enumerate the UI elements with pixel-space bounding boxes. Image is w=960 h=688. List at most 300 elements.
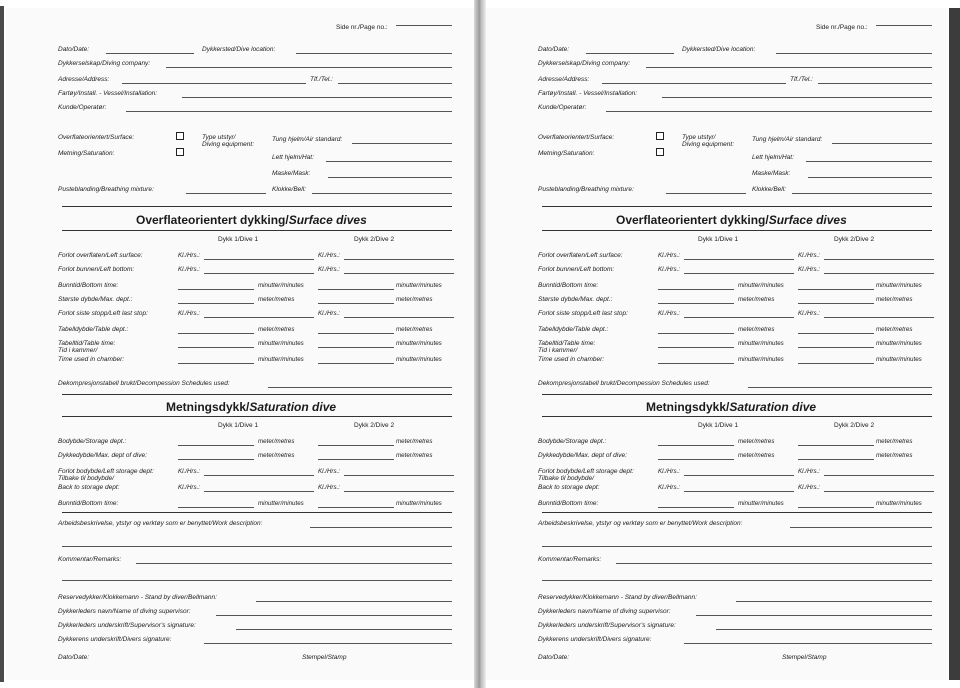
bottom-time-sat-line1[interactable] [658,507,734,508]
work-line-2[interactable] [62,546,452,547]
bottom-time-line2[interactable] [318,289,394,290]
max-depth-line1[interactable] [178,303,254,304]
diver-signature-label: Dykkerens underskrift/Divers signature: [58,636,172,643]
breathing-mixture-line[interactable] [186,193,266,194]
vessel-label: Fartøy/Install. - Vessel/Installation: [538,90,638,97]
time-chamber-label: Time used in chamber: [58,356,125,363]
table-depth-line1[interactable] [658,333,734,334]
supervisor-name-label: Dykkerleders navn/Name of diving supervisor: [538,608,671,615]
table-depth-unit1: meter/metres [738,326,775,333]
mask-line[interactable] [808,177,932,178]
left-last-stop-row [486,308,946,319]
type-equipment-2: Diving equipment: [202,141,255,148]
work-description-label: Arbeidsbeskrivelse, ytstyr og verktøy som er benyttet/Work description: [58,520,263,527]
left-surface-label: Forlot overflaten/Left surface: [538,252,623,259]
diver-signature-line[interactable] [204,643,452,644]
time-chamber-line1[interactable] [658,363,734,364]
surface-dives-title-eng: Surface dives [288,213,367,227]
standby-label: Reservedykker/Klokkemann - Stand by diver/Bellmann: [58,594,217,601]
dive-location-line[interactable] [296,53,452,54]
rule-1 [62,206,452,207]
bottom-time-line2[interactable] [798,289,874,290]
max-depth-dive-line2[interactable] [318,459,394,460]
work-description-line[interactable] [310,527,452,528]
rule-5 [542,512,932,513]
max-depth-label: Største dybde/Max. dept.: [538,296,613,303]
address-label: Adresse/Address: [58,76,110,83]
diving-company-line[interactable] [166,67,452,68]
table-time-label: Tabelltid/Table time: [58,340,116,347]
table-depth-label: Tabelldybde/Table dept.: [538,326,609,333]
address-row [486,74,946,85]
bottom-time-sat-unit2: minutter/minutes [396,500,442,507]
rule-3 [542,394,932,395]
stamp-label: Stempel/Stamp [782,654,827,661]
left-bottom-row [486,264,946,275]
left-bottom-label: Forlot bunnen/Left bottom: [538,266,615,273]
tel-label: Tlf./Tel.: [790,76,813,83]
surface-dives-title-norw: Overflateorientert dykking/ [616,213,769,227]
remarks-row [486,554,946,565]
table-time-line1[interactable] [178,347,254,348]
decompression-label: Dekompresjonstabell brukt/Decompession Schedules used: [58,380,230,387]
back-storage-kl1: Kl./Hrs.: [658,484,681,491]
back-storage-label: Back to storage dept: [538,484,600,491]
bell-line[interactable] [312,193,452,194]
rule-3 [62,394,452,395]
book-edge-left [0,6,4,682]
decompression-label: Dekompresjonstabell brukt/Decompession Schedules used: [538,380,710,387]
time-chamber-line1[interactable] [178,363,254,364]
mask-line[interactable] [328,177,452,178]
standby-row [6,592,466,603]
supervisor-signature-label: Dykkerleders underskrift/Supervisor's signature: [58,622,196,629]
remarks-line-2[interactable] [542,580,932,581]
saturation-title-eng: Saturation dive [249,400,337,414]
operator-label: Kunde/Operatør: [58,104,107,111]
storage-depth-row [6,436,466,447]
max-depth-dive-row [6,450,466,461]
left-bottom-line1[interactable] [684,273,794,274]
supervisor-signature-line[interactable] [716,629,932,630]
max-depth-line2[interactable] [798,303,874,304]
operator-row [6,102,466,113]
date-row [6,44,466,55]
operator-line[interactable] [606,111,932,112]
breathing-mixture-label: Pusteblanding/Breathing mixture: [538,186,634,193]
bottom-time-row [6,280,466,291]
left-surface-row [6,250,466,261]
tel-line[interactable] [818,83,932,84]
back-storage-line1[interactable] [204,491,314,492]
left-storage-depth-kl1: Kl./Hrs.: [178,468,201,475]
max-depth-unit2: meter/metres [396,296,433,303]
storage-depth-line2[interactable] [798,445,874,446]
max-depth-unit2: meter/metres [876,296,913,303]
left-page [6,8,474,680]
bottom-time-sat-row [6,498,466,509]
surface-dives-title-norw: Overflateorientert dykking/ [136,213,289,227]
left-surface-kl2: Kl./Hrs.: [798,252,821,259]
bottom-time-line1[interactable] [178,289,254,290]
address-row [6,74,466,85]
table-time-unit1: minutter/minutes [738,340,784,347]
type-equipment-2: Diving equipment: [682,141,735,148]
table-time-unit2: minutter/minutes [396,340,442,347]
saturation-title-norw: Metningsdykk/ [166,400,250,414]
left-storage-depth-line2[interactable] [344,475,454,476]
time-chamber-unit1: minutter/minutes [258,356,304,363]
page-number-label: Side nr./Page no.: [816,24,868,31]
table-depth-unit1: meter/metres [258,326,295,333]
bottom-time-sat-unit2: minutter/minutes [876,500,922,507]
time-chamber-1: Tid i kammer/ [58,347,98,354]
back-storage-row [486,482,946,493]
supervisor-name-line[interactable] [216,615,452,616]
storage-depth-line1[interactable] [658,445,734,446]
storage-depth-unit1: meter/metres [738,438,775,445]
rule-2 [62,230,452,231]
bottom-time-row [486,280,946,291]
bell-label: Klokke/Bell: [752,186,786,193]
table-time-line2[interactable] [798,347,874,348]
date-line[interactable] [106,53,194,54]
left-bottom-line2[interactable] [824,273,934,274]
table-time-unit1: minutter/minutes [258,340,304,347]
date-row [486,44,946,55]
left-surface-line2[interactable] [344,259,454,260]
standby-label: Reservedykker/Klokkemann - Stand by diver/Bellmann: [538,594,697,601]
left-last-stop-kl1: Kl./Hrs.: [658,310,681,317]
max-depth-unit1: meter/metres [258,296,295,303]
operator-row [486,102,946,113]
dive-location-line[interactable] [776,53,932,54]
left-surface-kl1: Kl./Hrs.: [178,252,201,259]
saturation-label: Metning/Saturation: [538,150,595,157]
address-line[interactable] [122,83,306,84]
left-bottom-label: Forlot bunnen/Left bottom: [58,266,135,273]
air-standard-line[interactable] [832,143,932,144]
date-bottom-label: Dato/Date: [58,654,90,661]
diving-company-line[interactable] [646,67,932,68]
table-time-line2[interactable] [318,347,394,348]
left-storage-depth-kl2: Kl./Hrs.: [798,468,821,475]
table-depth-row [486,324,946,335]
left-storage-depth-label: Forlot bodybde/Left storage dept: [538,468,634,475]
date-line[interactable] [586,53,674,54]
left-bottom-line2[interactable] [344,273,454,274]
left-storage-depth-line1[interactable] [684,475,794,476]
supervisor-name-label: Dykkerleders navn/Name of diving supervisor: [58,608,191,615]
bottom-time-sat-line2[interactable] [798,507,874,508]
bottom-time-sat-line1[interactable] [178,507,254,508]
page-number-line[interactable] [876,25,932,26]
mask-label: Maske/Mask: [752,170,791,177]
surface-dives-title [136,213,367,227]
date-label: Dato/Date: [58,46,90,53]
max-depth-dive-unit1: meter/metres [738,452,775,459]
back-storage-line2[interactable] [344,491,454,492]
time-chamber-line2[interactable] [798,363,874,364]
bottom-time-label: Bunntid/Bottom time: [538,282,599,289]
left-last-stop-kl2: Kl./Hrs.: [798,310,821,317]
tel-label: Tlf./Tel.: [310,76,333,83]
table-time-label: Tabelltid/Table time: [538,340,596,347]
book-gutter [474,0,486,688]
time-chamber-label: Time used in chamber: [538,356,605,363]
remarks-line[interactable] [136,563,452,564]
air-standard-row [6,134,466,145]
back-storage-row [6,482,466,493]
left-bottom-row [6,264,466,275]
max-depth-dive-unit2: meter/metres [396,452,433,459]
left-surface-label: Forlot overflaten/Left surface: [58,252,143,259]
dive-location-label: Dykkersted/Dive location: [202,46,276,53]
rule-1 [542,206,932,207]
table-depth-line2[interactable] [798,333,874,334]
supervisor-signature-line[interactable] [236,629,452,630]
decompression-row [486,378,946,389]
standby-line[interactable] [736,601,932,602]
bottom-time-label: Bunntid/Bottom time: [58,282,119,289]
storage-depth-line1[interactable] [178,445,254,446]
table-depth-unit2: meter/metres [876,326,913,333]
left-last-stop-line1[interactable] [204,317,314,318]
bottom-time-sat-unit1: minutter/minutes [258,500,304,507]
light-hat-line[interactable] [806,161,932,162]
left-last-stop-label: Forlot siste stopp/Left last stop: [538,310,628,317]
remarks-row [6,554,466,565]
left-storage-depth-label: Forlot bodybde/Left storage dept: [58,468,154,475]
left-bottom-line1[interactable] [204,273,314,274]
work-description-label: Arbeidsbeskrivelse, ytstyr og verktøy som er benyttet/Work description: [538,520,743,527]
diver-signature-row [486,634,946,645]
max-depth-row [6,294,466,305]
operator-label: Kunde/Operatør: [538,104,587,111]
vessel-row [486,88,946,99]
left-last-stop-row [6,308,466,319]
storage-depth-line2[interactable] [318,445,394,446]
max-depth-label: Største dybde/Max. dept.: [58,296,133,303]
left-last-stop-label: Forlot siste stopp/Left last stop: [58,310,148,317]
table-depth-line1[interactable] [178,333,254,334]
left-bottom-kl1: Kl./Hrs.: [178,266,201,273]
decompression-line[interactable] [748,387,932,388]
sat-dive2-header: Dykk 2/Dive 2 [354,422,395,429]
light-hat-row [486,152,946,163]
time-chamber-line2[interactable] [318,363,394,364]
work-description-row [6,518,466,529]
back-storage-kl2: Kl./Hrs.: [318,484,341,491]
max-depth-row [486,294,946,305]
left-surface-kl2: Kl./Hrs.: [318,252,341,259]
time-chamber-unit2: minutter/minutes [396,356,442,363]
air-standard-label: Tung hjelm/Air standard: [752,136,823,143]
supervisor-signature-row [486,620,946,631]
left-surface-line1[interactable] [684,259,794,260]
bottom-time-line1[interactable] [658,289,734,290]
mask-row [6,168,466,179]
light-hat-label: Lett hjelm/Hat: [272,154,314,161]
time-chamber-1: Tid i kammer/ [538,347,578,354]
diver-signature-row [6,634,466,645]
air-standard-line[interactable] [352,143,452,144]
table-time-unit2: minutter/minutes [876,340,922,347]
storage-depth-unit1: meter/metres [258,438,295,445]
table-time-line1[interactable] [658,347,734,348]
decompression-row [6,378,466,389]
dive2-header: Dykk 2/Dive 2 [834,236,875,243]
surface-dives-title-eng: Surface dives [768,213,847,227]
tel-line[interactable] [338,83,452,84]
max-depth-dive-line2[interactable] [798,459,874,460]
remarks-label: Kommentar/Remarks: [538,556,602,563]
bell-label: Klokke/Bell: [272,186,306,193]
max-depth-dive-label: Dykkedybde/Max. dept of dive: [58,452,147,459]
storage-depth-label: Bodybde/Storage dept.: [538,438,607,445]
back-storage-kl1: Kl./Hrs.: [178,484,201,491]
stamp-label: Stempel/Stamp [302,654,347,661]
dive1-header: Dykk 1/Dive 1 [698,236,739,243]
remarks-label: Kommentar/Remarks: [58,556,122,563]
back-storage-line1[interactable] [684,491,794,492]
page-number-label: Side nr./Page no.: [336,24,388,31]
vessel-label: Fartøy/Install. - Vessel/Installation: [58,90,158,97]
bell-line[interactable] [792,193,932,194]
sat-dive2-header: Dykk 2/Dive 2 [834,422,875,429]
max-depth-dive-line1[interactable] [178,459,254,460]
surface-label: Overflateorientert/Surface: [58,134,135,141]
operator-line[interactable] [126,111,452,112]
mask-label: Maske/Mask: [272,170,311,177]
remarks-line[interactable] [616,563,932,564]
bottom-time-unit2: minutter/minutes [876,282,922,289]
supervisor-name-line[interactable] [696,615,932,616]
bottom-time-unit1: minutter/minutes [258,282,304,289]
sat-dive1-header: Dykk 1/Dive 1 [698,422,739,429]
left-storage-depth-line1[interactable] [204,475,314,476]
supervisor-signature-label: Dykkerleders underskrift/Supervisor's signature: [538,622,676,629]
bottom-time-sat-label: Bunntid/Bottom time: [538,500,599,507]
left-storage-depth-kl1: Kl./Hrs.: [658,468,681,475]
page-number-line[interactable] [396,25,452,26]
saturation-title-norw: Metningsdykk/ [646,400,730,414]
date-label: Dato/Date: [538,46,570,53]
rule-4 [62,416,452,417]
standby-line[interactable] [256,601,452,602]
table-depth-label: Tabelldybde/Table dept.: [58,326,129,333]
breathing-mixture-label: Pusteblanding/Breathing mixture: [58,186,154,193]
light-hat-label: Lett hjelm/Hat: [752,154,794,161]
left-surface-row [486,250,946,261]
breathing-mixture-line[interactable] [666,193,746,194]
breathing-mixture-row [486,184,946,195]
max-depth-dive-row [486,450,946,461]
rule-4 [542,416,932,417]
table-depth-unit2: meter/metres [396,326,433,333]
vessel-line[interactable] [662,97,932,98]
work-description-line[interactable] [790,527,932,528]
saturation-title [166,400,336,414]
back-storage-kl2: Kl./Hrs.: [798,484,821,491]
surface-label: Overflateorientert/Surface: [538,134,615,141]
decompression-line[interactable] [268,387,452,388]
left-last-stop-line2[interactable] [344,317,454,318]
diver-signature-label: Dykkerens underskrift/Divers signature: [538,636,652,643]
work-line-2[interactable] [542,546,932,547]
table-depth-row [6,324,466,335]
left-bottom-kl1: Kl./Hrs.: [658,266,681,273]
left-last-stop-kl1: Kl./Hrs.: [178,310,201,317]
saturation-title-eng: Saturation dive [729,400,817,414]
address-label: Adresse/Address: [538,76,590,83]
back-storage-1: Tilbake til bodybde/ [58,475,114,482]
surface-dives-title [616,213,847,227]
bottom-time-sat-label: Bunntid/Bottom time: [58,500,119,507]
max-depth-dive-line1[interactable] [658,459,734,460]
storage-depth-label: Bodybde/Storage dept.: [58,438,127,445]
remarks-line-2[interactable] [62,580,452,581]
light-hat-line[interactable] [326,161,452,162]
breathing-mixture-row [6,184,466,195]
date-bottom-label: Dato/Date: [538,654,570,661]
diver-signature-line[interactable] [684,643,932,644]
type-equipment-1: Type utstyr/ [202,134,236,141]
back-storage-label: Back to storage dept: [58,484,120,491]
book-edge-right [949,8,960,680]
back-storage-line2[interactable] [824,491,934,492]
storage-depth-unit2: meter/metres [876,438,913,445]
bottom-time-sat-line2[interactable] [318,507,394,508]
time-chamber-row [486,354,946,365]
left-last-stop-line1[interactable] [684,317,794,318]
time-chamber-unit2: minutter/minutes [876,356,922,363]
time-chamber-unit1: minutter/minutes [738,356,784,363]
diving-company-row [486,58,946,69]
light-hat-row [6,152,466,163]
diving-company-label: Dykkerselskap/Diving company: [58,60,151,67]
max-depth-line1[interactable] [658,303,734,304]
left-last-stop-line2[interactable] [824,317,934,318]
left-surface-line2[interactable] [824,259,934,260]
address-line[interactable] [602,83,786,84]
bottom-time-sat-row [486,498,946,509]
table-depth-line2[interactable] [318,333,394,334]
mask-row [486,168,946,179]
bottom-time-unit1: minutter/minutes [738,282,784,289]
dive2-header: Dykk 2/Dive 2 [354,236,395,243]
time-chamber-row [6,354,466,365]
back-storage-1: Tilbake til bodybde/ [538,475,594,482]
left-surface-line1[interactable] [204,259,314,260]
air-standard-label: Tung hjelm/Air standard: [272,136,343,143]
bottom-time-unit2: minutter/minutes [396,282,442,289]
left-storage-depth-line2[interactable] [824,475,934,476]
dive-location-label: Dykkersted/Dive location: [682,46,756,53]
max-depth-line2[interactable] [318,303,394,304]
diving-company-row [6,58,466,69]
dive1-header: Dykk 1/Dive 1 [218,236,259,243]
type-equipment-1: Type utstyr/ [682,134,716,141]
supervisor-name-row [6,606,466,617]
storage-depth-unit2: meter/metres [396,438,433,445]
air-standard-row [486,134,946,145]
rule-5 [62,512,452,513]
standby-row [486,592,946,603]
vessel-line[interactable] [182,97,452,98]
bottom-time-sat-unit1: minutter/minutes [738,500,784,507]
vessel-row [6,88,466,99]
